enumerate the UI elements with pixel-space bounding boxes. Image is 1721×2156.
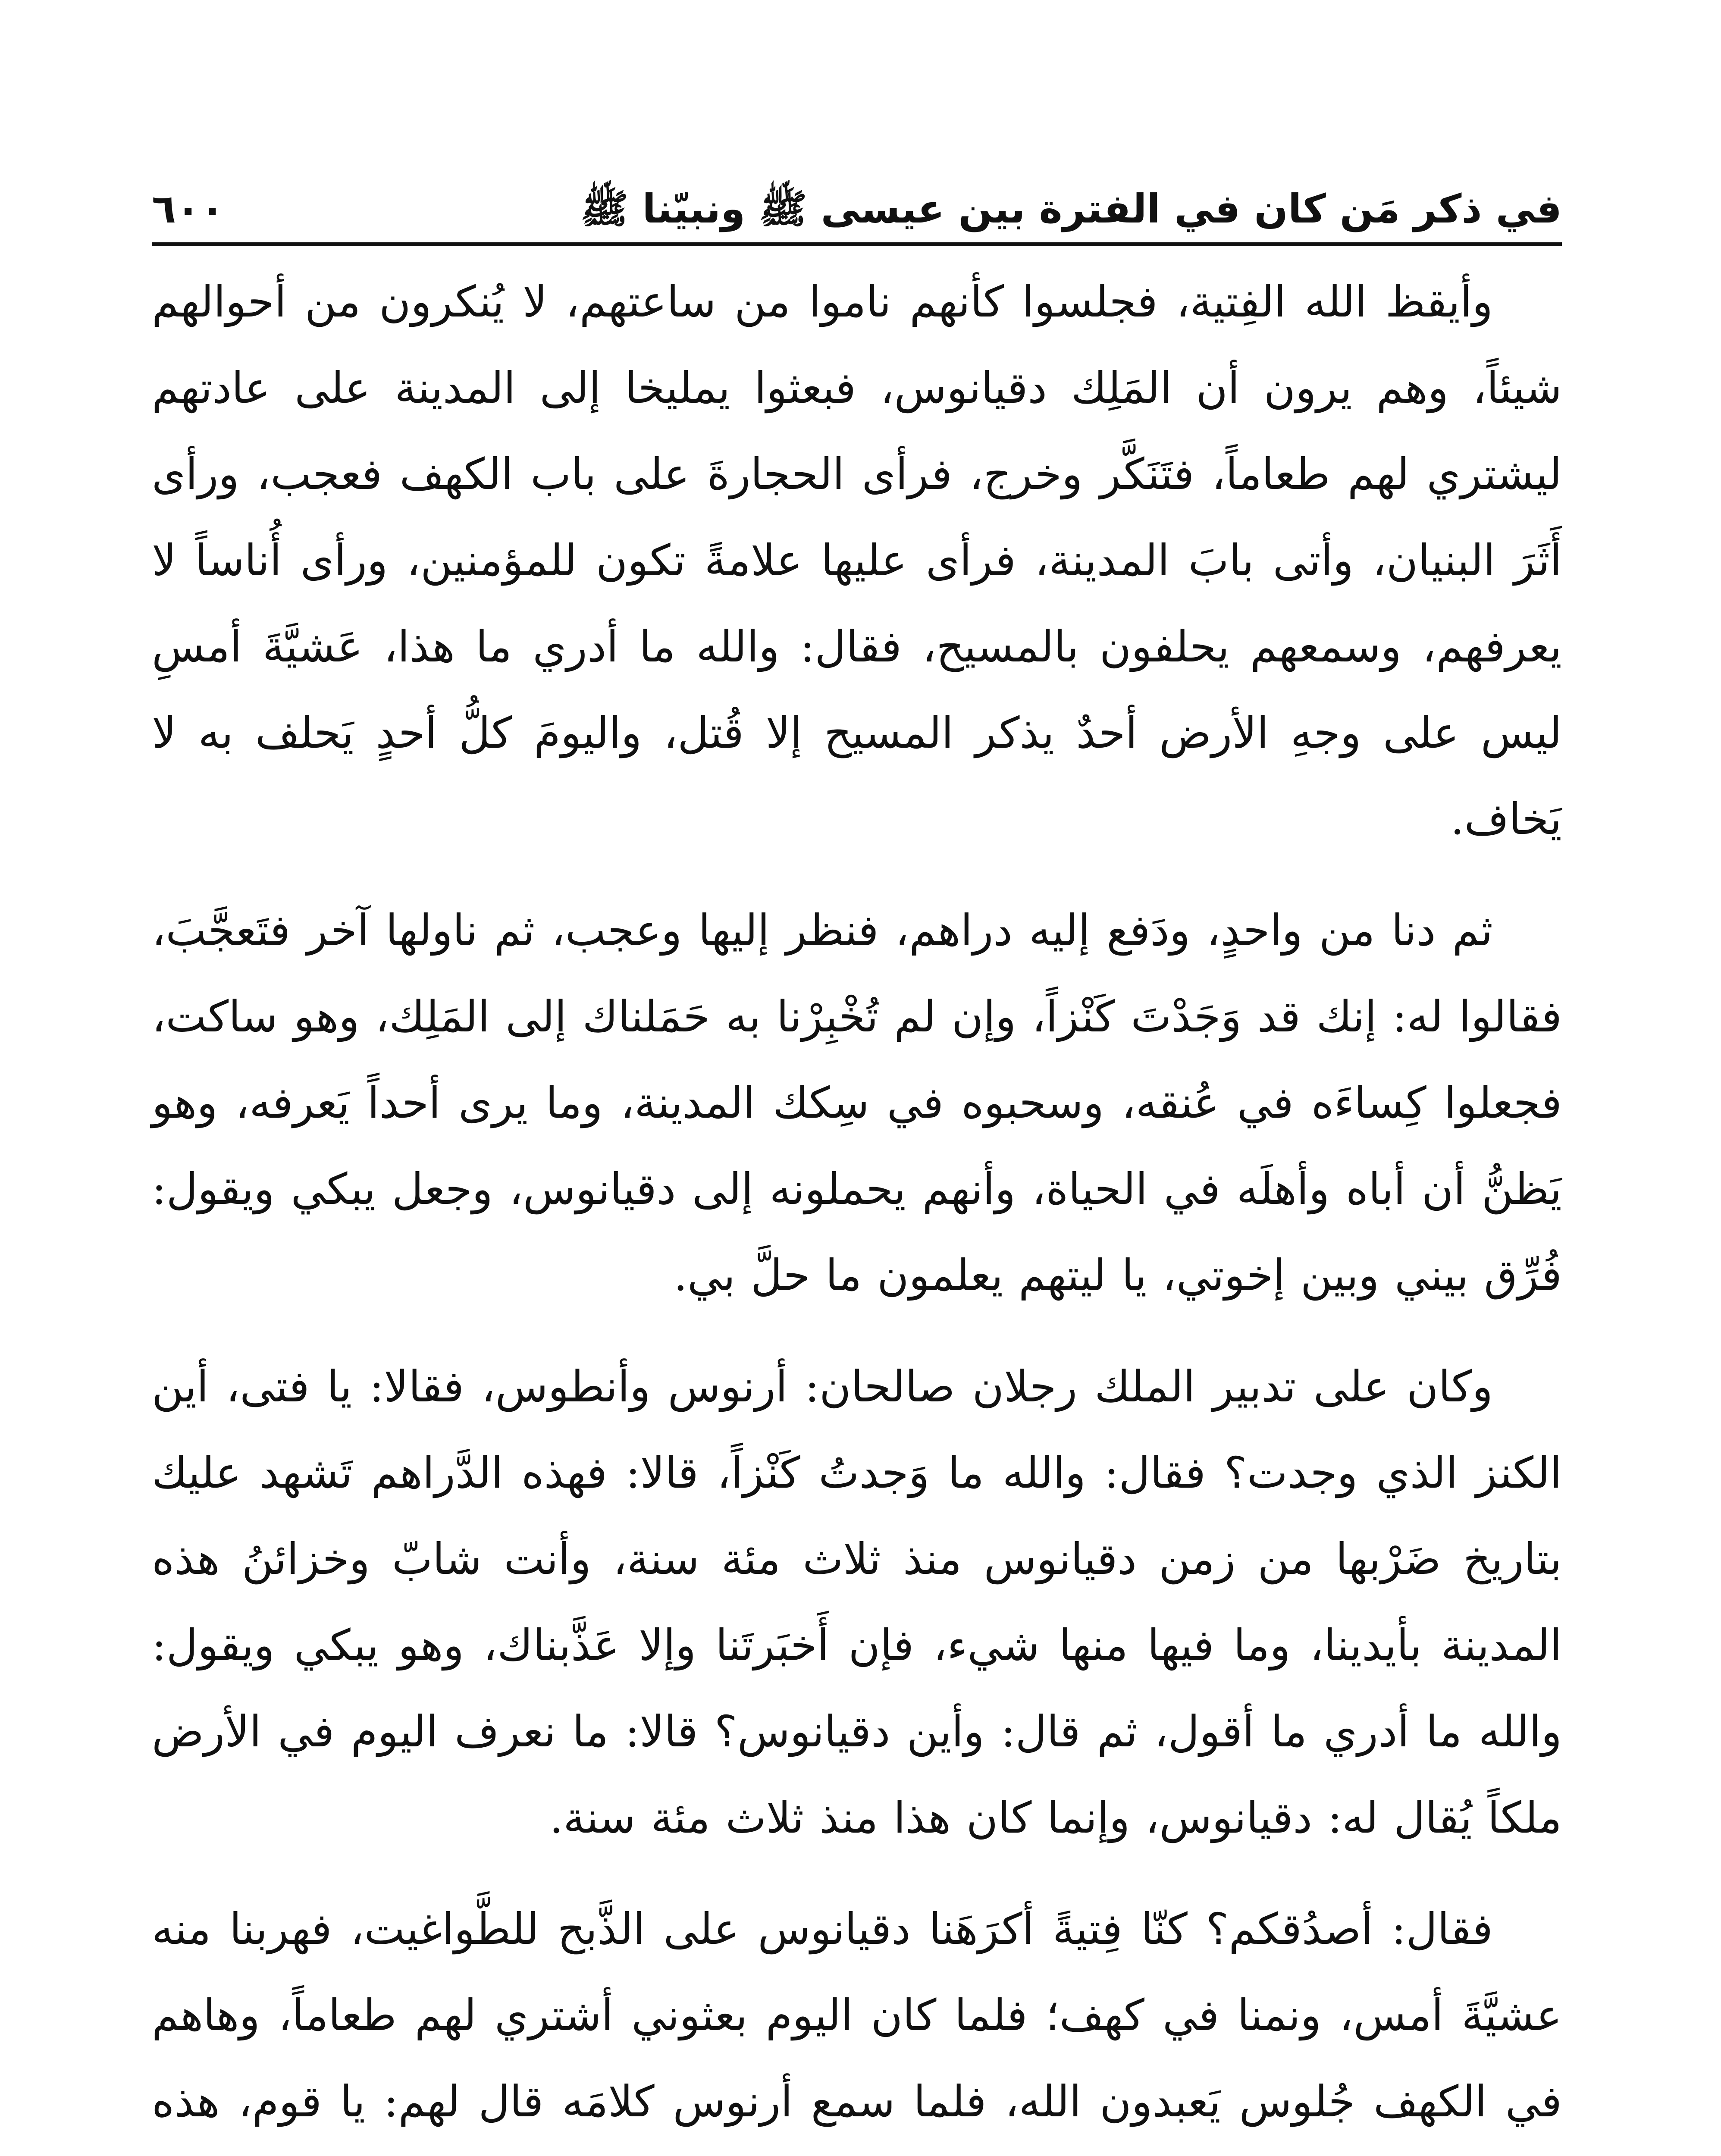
paragraph: ثم دنا من واحدٍ، ودَفع إليه دراهم، فنظر إليها وعجب، ثم ناولها آخر فتَعجَّبَ، فقالوا له: إنك قد وَجَدْتَ كَنْزاً، وإن لم تُخْبِرْنا به حَمَلناك إلى المَلِك، وهو ساكت، فجعلوا كِساءَه في عُنقه، وسحبوه في سِكك المدينة، وما يرى أحداً يَعرفه، وهو يَظنُّ أن أباه وأهلَه في الحياة، وأنهم يحملونه إلى دقيانوس، وجعل يبكي ويقول: فُرِّق بيني وبين إخوتي، يا ليتهم يعلمون ما حلَّ بي.: [152, 905, 1562, 1300]
page-number: ٦٠٠: [152, 185, 225, 232]
paragraph: فقال: أصدُقكم؟ كنّا فِتيةً أكرَهَنا دقيانوس على الذَّبح للطَّواغيت، فهربنا منه عشيَّةَ أمس، ونمنا في كهف؛ فلما كان اليوم بعثوني أشتري لهم طعاماً، وهاهم في الكهف جُلوس يَعبدون الله، فلما سمع أرنوس كلامَه قال لهم: يا قوم، هذه: [152, 1904, 1562, 2127]
chapter-title: في ذكر مَن كان في الفترة بين عيسى ﷺ ونبيّنا ﷺ: [580, 185, 1562, 232]
header-rule: [152, 242, 1562, 246]
paragraph: وأيقظ الله الفِتية، فجلسوا كأنهم ناموا من ساعتهم، لا يُنكرون من أحوالهم شيئاً، وهم يرون أن المَلِك دقيانوس، فبعثوا يمليخا إلى المدينة على عادتهم ليشتري لهم طعاماً، فتَنَكَّر وخرج، فرأى الحجارةَ على باب الكهف فعجب، ورأى أَثَرَ البنيان، وأتى بابَ المدينة، فرأى عليها علامةً تكون للمؤمنين، ورأى أُناساً لا يعرفهم، وسمعهم يحلفون بالمسيح، فقال: والله ما أدري ما هذا، عَشيَّةَ أمسِ ليس على وجهِ الأرض أحدٌ يذكر المسيح إلا قُتل، واليومَ كلُّ أحدٍ يَحلف به لا يَخاف.: [152, 276, 1562, 844]
main-text: [152, 259, 1562, 2156]
running-header: [152, 164, 1562, 233]
paragraph: وكان على تدبير الملك رجلان صالحان: أرنوس وأنطوس، فقالا: يا فتى، أين الكنز الذي وجدت؟ فقال: والله ما وَجدتُ كَنْزاً، قالا: فهذه الدَّراهم تَشهد عليك بتاريخ ضَرْبها من زمن دقيانوس منذ ثلاث مئة سنة، وأنت شابّ وخزائنُ هذه المدينة بأيدينا، وما فيها منها شيء، فإن أَخبَرتَنا وإلا عَذَّبناك، وهو يبكي ويقول: والله ما أدري ما أقول، ثم قال: وأين دقيانوس؟ قالا: ما نعرف اليوم في الأرض ملكاً يُقال له: دقيانوس، وإنما كان هذا منذ ثلاث مئة سنة.: [152, 1361, 1562, 1843]
